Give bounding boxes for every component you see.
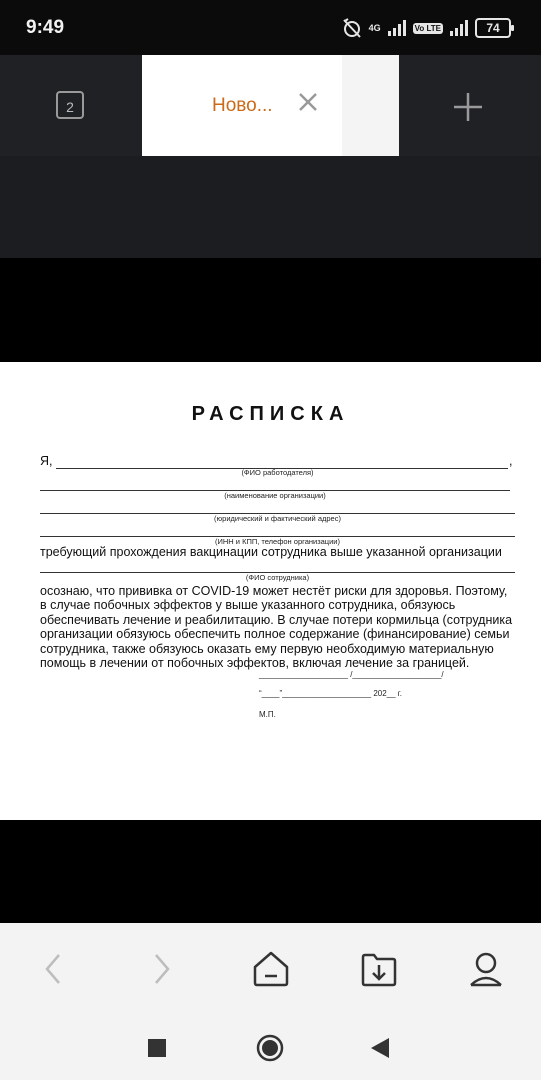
- home-system-icon[interactable]: [256, 1034, 284, 1062]
- comma: ,: [509, 454, 513, 468]
- home-icon[interactable]: [251, 949, 291, 989]
- signal-icon: [387, 20, 407, 36]
- forward-icon[interactable]: [142, 949, 182, 989]
- back-system-icon[interactable]: [370, 1037, 390, 1059]
- alarm-off-icon: [341, 17, 363, 39]
- caption-employer: (ФИО работодателя): [241, 468, 314, 477]
- signature-line: ____________________ /____________________/: [259, 670, 444, 679]
- close-icon[interactable]: [297, 91, 319, 113]
- plus-icon[interactable]: [452, 91, 484, 123]
- bottom-nav: [0, 923, 541, 1016]
- volte-badge: Vo LTE: [414, 23, 441, 33]
- document-body: осознаю, что прививка от COVID-19 может нестёт риски для здоровья. Поэтому, в случае побочных эффектов у выше указанного сотрудника, обязуюсь обеспечивать лечение и реабилитацию. В случае потери кормильца (сотрудника организации обязуюсь обеспечить полное содержание (финансирование) семьи сотрудника, также обязуюсь оказать ему первую необходимую материальную помощь в лечении от побочных эффектов, включая лечение за границей.: [40, 584, 513, 671]
- caption-inn: (ИНН и КПП, телефон организации): [215, 537, 340, 546]
- network-type-label: 4G: [368, 23, 381, 33]
- requiring-text: требующий прохождения вакцинации сотрудника выше указанной организации: [40, 545, 502, 559]
- document-title: РАСПИСКА: [191, 403, 350, 425]
- tab-count-button[interactable]: 2: [56, 91, 84, 119]
- toolbar-strip: [0, 156, 541, 258]
- document-page: [0, 362, 541, 820]
- caption-org: (наименование организации): [224, 491, 326, 500]
- active-tab[interactable]: [142, 55, 342, 156]
- tab-title: Ново...: [212, 95, 273, 116]
- recents-icon[interactable]: [147, 1038, 167, 1058]
- caption-address: (юридический и фактический адрес): [214, 514, 341, 523]
- system-nav: [0, 1016, 541, 1080]
- tab-edge: [342, 55, 399, 156]
- tab-bar: [0, 55, 541, 156]
- prefix-ya: Я,: [40, 454, 53, 468]
- back-icon[interactable]: [33, 949, 73, 989]
- status-bar: [0, 0, 541, 55]
- date-line: “____”____________________ 202__ г.: [259, 689, 402, 698]
- downloads-icon[interactable]: [359, 949, 399, 989]
- caption-employee: (ФИО сотрудника): [245, 573, 310, 582]
- status-time: 9:49: [26, 17, 65, 38]
- status-icons: [341, 14, 511, 42]
- battery-icon: 74: [475, 18, 511, 38]
- stamp-label: М.П.: [259, 710, 276, 719]
- profile-icon[interactable]: [466, 949, 506, 989]
- signal-icon-2: [449, 20, 469, 36]
